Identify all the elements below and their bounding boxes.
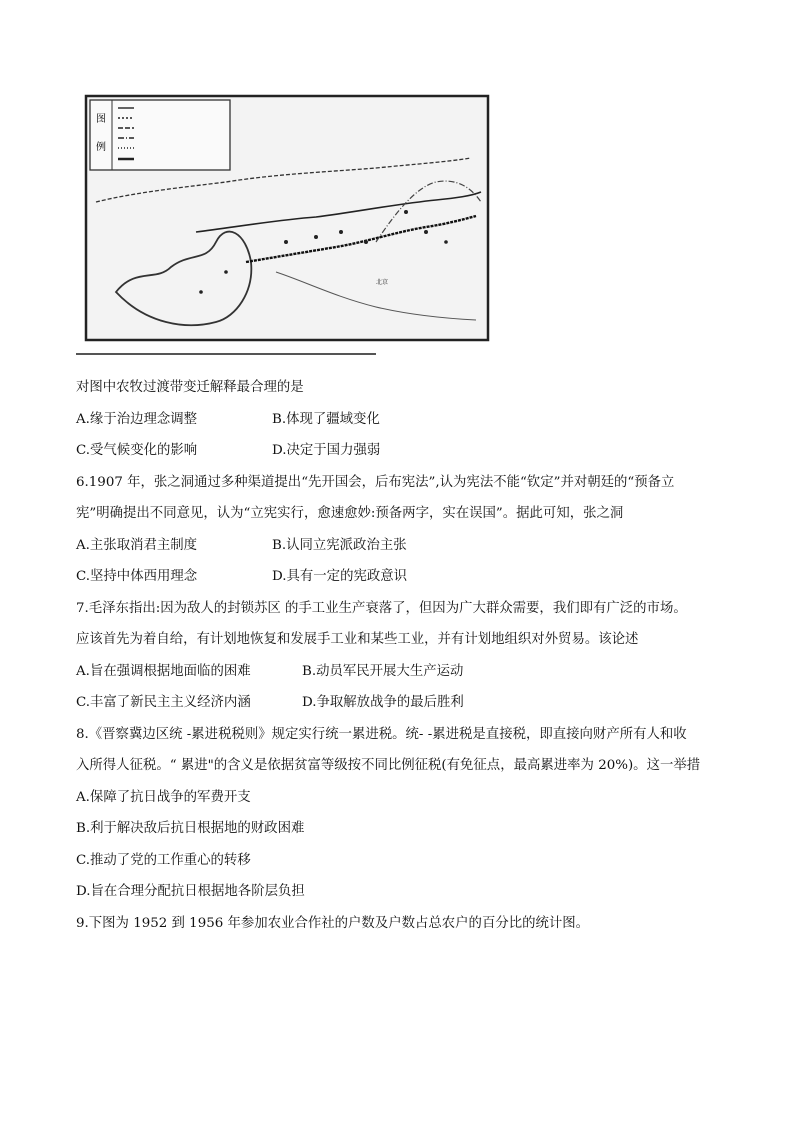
q7-option-b[interactable]: B.动员军民开展大生产运动	[302, 663, 464, 679]
q5-option-d[interactable]: D.决定于国力强弱	[272, 443, 381, 458]
q6-line-2: 宪”明确提出不同意见，认为“立宪实行，愈速愈妙:预备两字，实在误国”。据此可知，张之洞	[76, 506, 624, 521]
q8-line-1: 8.《晋察冀边区统 -累进税税则》规定实行统一累进税。统- -累进税是直接税，即直接向财产所有人和收	[76, 726, 687, 742]
q6-line-1: 6.1907 年，张之洞通过多种渠道提出“先开国会，后布宪法”,认为宪法不能“钦定”并对朝廷的“预备立	[76, 474, 675, 490]
q6-option-a[interactable]: A.主张取消君主制度	[76, 537, 198, 553]
svg-text:北京: 北京	[376, 279, 389, 286]
questions-block	[76, 372, 736, 939]
q7-line-2: 应该首先为着自给，有计划地恢复和发展手工业和某些工业，并有计划地组织对外贸易。该论述	[76, 632, 639, 647]
q6-option-b[interactable]: B.认同立宪派政治主张	[272, 537, 407, 553]
q8-option-d[interactable]: D.旨在合理分配抗日根据地各阶层负担	[76, 884, 305, 899]
q8-line-2: 入所得人征税。“ 累进"的含义是依据贫富等级按不同比例征税(有免征点，最高累进率为 20%)。这一举措	[76, 758, 701, 773]
map-place-labels	[376, 278, 388, 286]
map-figure	[76, 92, 496, 357]
historical-map	[76, 92, 496, 357]
legend-title: 图	[96, 114, 106, 125]
q6-option-c[interactable]: C.坚持中体西用理念	[76, 569, 198, 584]
q7-line-1: 7.毛泽东指出:因为敌人的封锁苏区 的手工业生产衰落了，但因为广大群众需要，我们即有广泛的市场。	[76, 600, 687, 616]
q7-options-row2	[76, 687, 736, 719]
q5-options-row1	[76, 404, 736, 436]
q7-options-row1	[76, 656, 736, 688]
q5-options-row2	[76, 435, 736, 467]
q8-option-b[interactable]: B.利于解决敌后抗日根据地的财政困难	[76, 821, 305, 836]
q5-stem: 对图中农牧过渡带变迁解释最合理的是	[76, 380, 304, 395]
q7-option-a[interactable]: A.旨在强调根据地面临的困难	[76, 663, 251, 679]
q6-option-d[interactable]: D.具有一定的宪政意识	[272, 569, 408, 584]
q6-options-row2	[76, 561, 736, 593]
q5-option-a[interactable]: A.缘于治边理念调整	[76, 411, 198, 427]
q9-stem: 9.下图为 1952 到 1956 年参加农业合作社的户数及户数占总农户的百分比的统计图。	[76, 915, 590, 931]
q5-option-c[interactable]: C.受气候变化的影响	[76, 443, 198, 458]
q8-option-c[interactable]: C.推动了党的工作重心的转移	[76, 852, 251, 868]
q6-options-row1	[76, 530, 736, 562]
map-legend-box	[90, 100, 230, 170]
legend-sub: 例	[96, 142, 106, 153]
q7-option-d[interactable]: D.争取解放战争的最后胜利	[302, 695, 464, 710]
q8-option-a[interactable]: A.保障了抗日战争的军费开支	[76, 789, 251, 805]
q5-option-b[interactable]: B.体现了疆域变化	[272, 411, 380, 427]
q7-option-c[interactable]: C.丰富了新民主主义经济内涵	[76, 695, 251, 710]
